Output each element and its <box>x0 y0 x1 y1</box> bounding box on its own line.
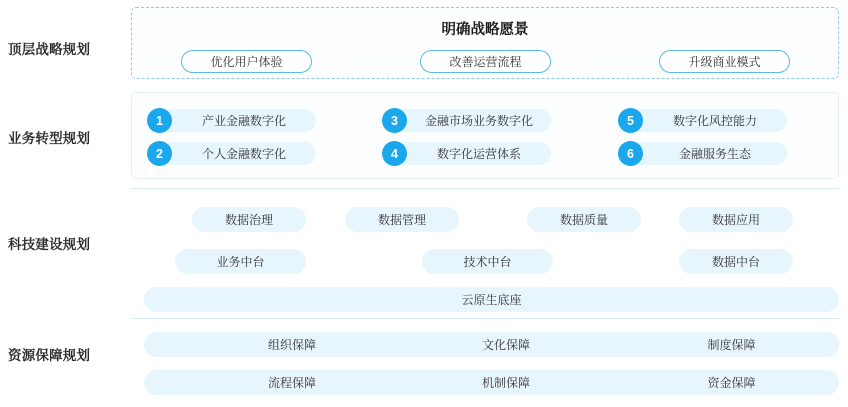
row-label-top-strategy: 顶层战略规划 <box>8 42 91 57</box>
resource-pill-culture[interactable]: 文化保障 <box>358 332 654 357</box>
row-label-business-transformation: 业务转型规划 <box>8 131 91 146</box>
business-transformation-panel <box>131 92 839 179</box>
tech-pill-data-midplatform[interactable]: 数据中台 <box>679 249 793 274</box>
divider-technology <box>131 188 839 189</box>
business-item-label: 金融市场业务数字化 <box>394 109 551 132</box>
resource-pill-funding[interactable]: 资金保障 <box>624 370 839 395</box>
resource-pill-system[interactable]: 制度保障 <box>624 332 839 357</box>
tech-pill-cloud-native-foundation[interactable]: 云原生底座 <box>144 287 839 312</box>
business-item-label: 数字化风控能力 <box>630 109 787 132</box>
business-item-label: 数字化运营体系 <box>394 142 551 165</box>
strategy-vision-title: 明确战略愿景 <box>441 22 529 38</box>
strategy-pill-business-model[interactable]: 升级商业模式 <box>659 50 790 73</box>
tech-pill-data-governance[interactable]: 数据治理 <box>192 207 306 232</box>
business-item-number: 3 <box>382 108 407 133</box>
business-item-number: 1 <box>147 108 172 133</box>
tech-pill-business-midplatform[interactable]: 业务中台 <box>175 249 306 274</box>
divider-resource <box>131 318 839 319</box>
strategy-pill-user-experience[interactable]: 优化用户体验 <box>181 50 312 73</box>
resource-pill-organization[interactable]: 组织保障 <box>144 332 440 357</box>
business-item-number: 5 <box>618 108 643 133</box>
business-item-label: 个人金融数字化 <box>159 142 316 165</box>
row-label-resource-assurance: 资源保障规划 <box>8 348 91 363</box>
strategy-pill-operations-process[interactable]: 改善运营流程 <box>420 50 551 73</box>
resource-pill-mechanism[interactable]: 机制保障 <box>358 370 654 395</box>
business-item-label: 金融服务生态 <box>630 142 787 165</box>
business-item-label: 产业金融数字化 <box>159 109 316 132</box>
business-item-number: 4 <box>382 141 407 166</box>
resource-pill-process[interactable]: 流程保障 <box>144 370 440 395</box>
business-item-number: 6 <box>618 141 643 166</box>
top-strategy-panel <box>131 7 839 79</box>
tech-pill-data-application[interactable]: 数据应用 <box>679 207 793 232</box>
row-label-technology-construction: 科技建设规划 <box>8 237 91 252</box>
tech-pill-data-management[interactable]: 数据管理 <box>345 207 459 232</box>
tech-pill-data-quality[interactable]: 数据质量 <box>527 207 641 232</box>
tech-pill-technology-midplatform[interactable]: 技术中台 <box>422 249 553 274</box>
business-item-number: 2 <box>147 141 172 166</box>
